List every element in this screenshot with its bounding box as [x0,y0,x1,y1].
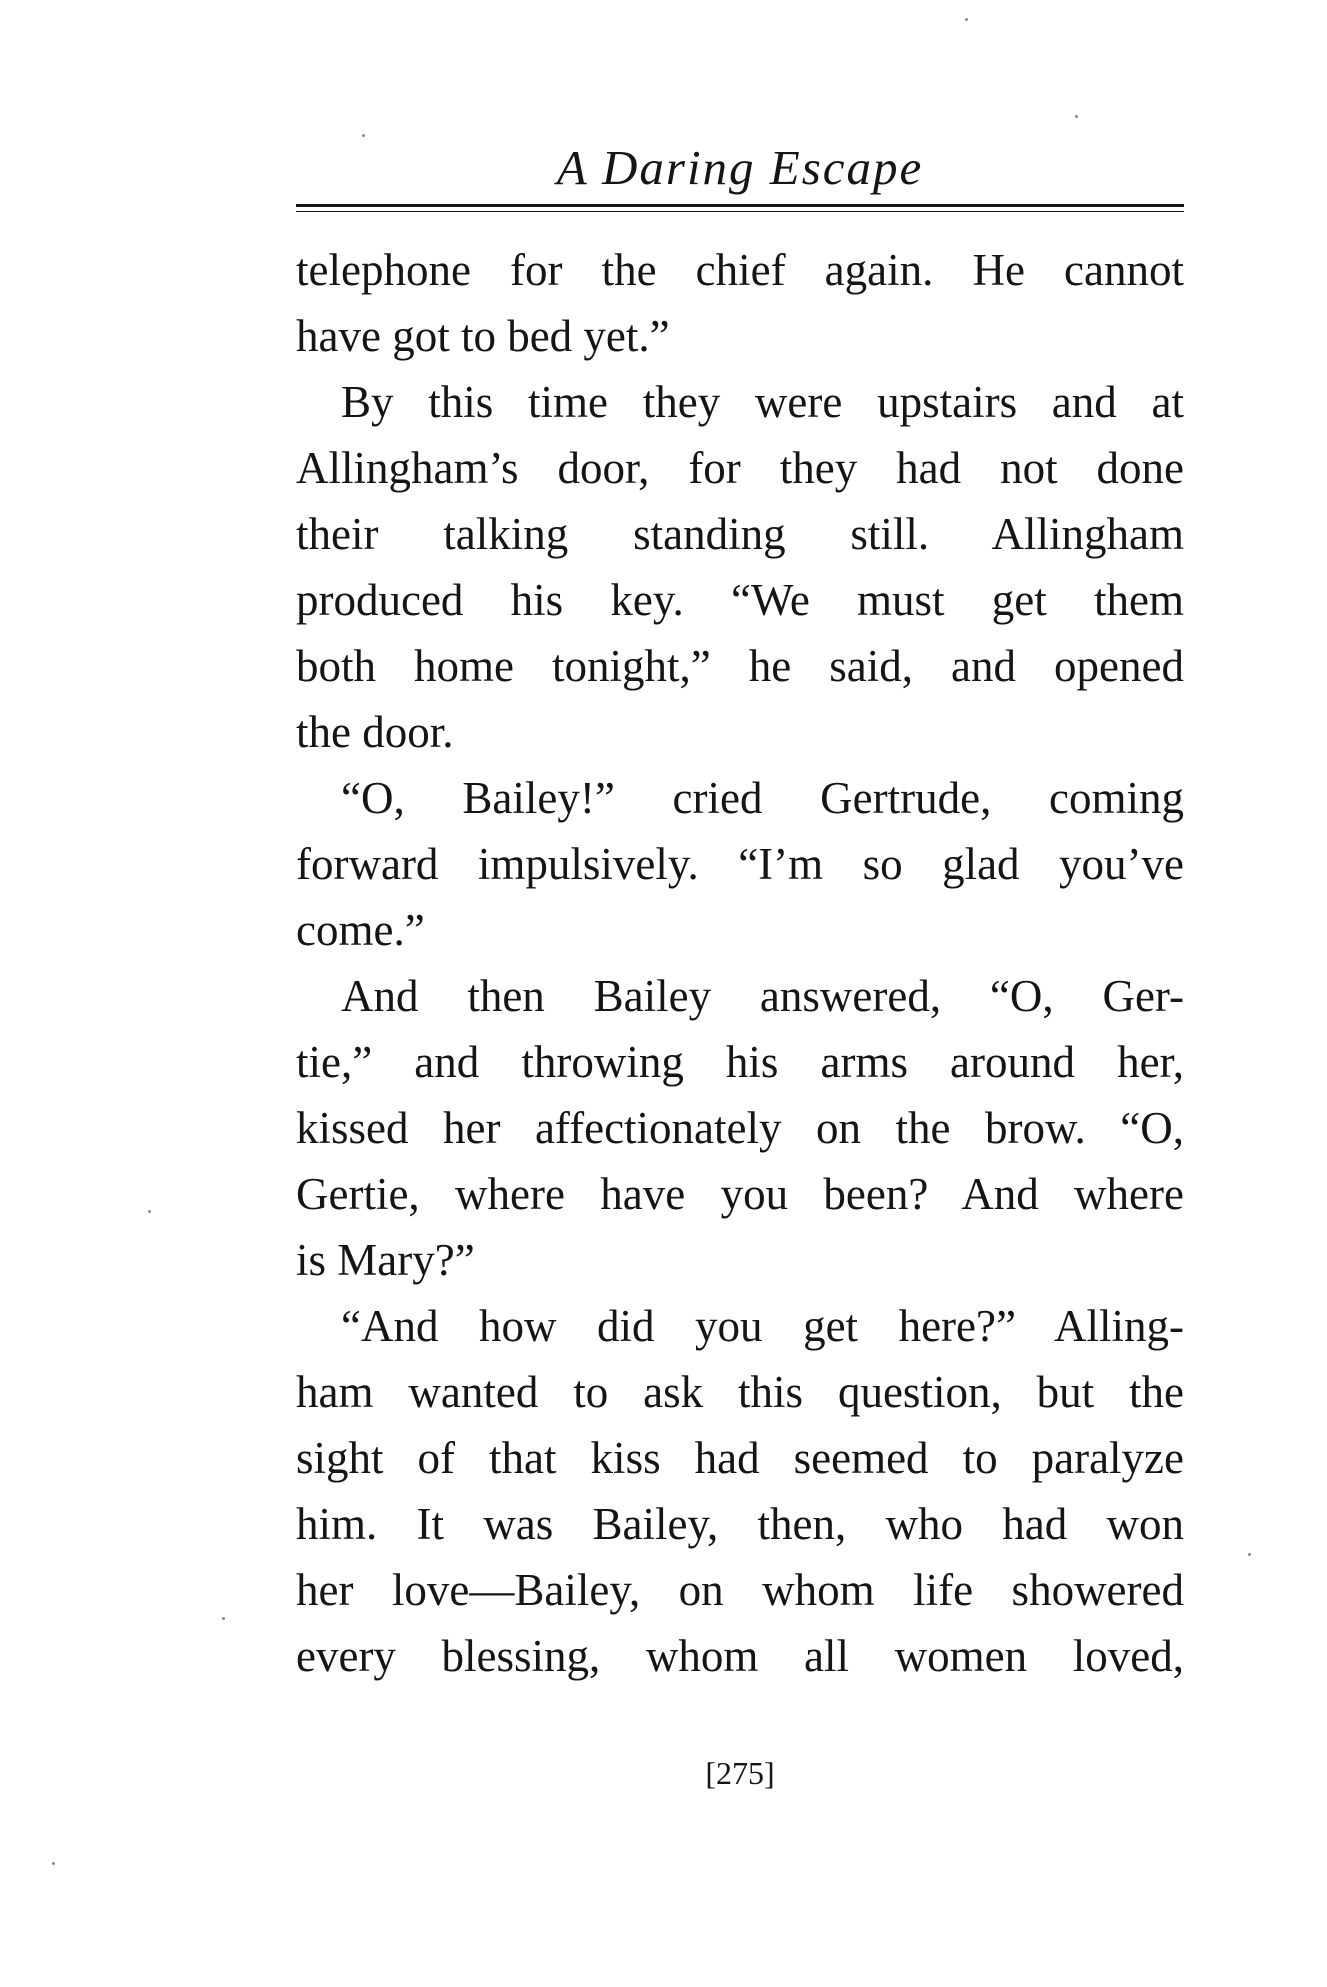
text-line: And then Bailey answered, “O, Ger- [341,971,1184,1021]
scan-speck [222,1617,225,1620]
text-line: Allingham’s door, for they had not done [296,443,1184,493]
text-line: forward impulsively. “I’m so glad you’ve [296,839,1184,889]
text-line: tie,” and throwing his arms around her, [296,1037,1184,1087]
text-line: the door. [296,707,454,757]
text-line: is Mary?” [296,1235,475,1285]
text-line: Gertie, where have you been? And where [296,1169,1184,1219]
text-line: telephone for the chief again. He cannot [296,245,1184,295]
text-line: produced his key. “We must get them [296,575,1184,625]
scan-speck [52,1862,55,1865]
text-line: have got to bed yet.” [296,311,670,361]
text-line: kissed her affectionately on the brow. “O, [296,1103,1184,1153]
scan-speck [362,134,365,137]
scan-speck [1248,1553,1251,1556]
body-text [296,237,1184,1689]
page-number: [275] [705,1755,775,1791]
running-head: A Daring Escape [556,140,924,195]
scan-speck [965,18,968,21]
text-line: every blessing, whom all women loved, [296,1631,1184,1681]
text-line: ham wanted to ask this question, but the [296,1367,1184,1417]
text-line: both home tonight,” he said, and opened [296,641,1184,691]
header-rule-thin [296,211,1184,212]
text-line: come.” [296,905,425,955]
text-line: him. It was Bailey, then, who had won [296,1499,1184,1549]
scan-speck [1075,115,1078,118]
text-line: their talking standing still. Allingham [296,509,1184,559]
text-line: her love—Bailey, on whom life showered [296,1565,1184,1615]
text-line: “And how did you get here?” Alling- [341,1301,1184,1351]
text-line: By this time they were upstairs and at [341,377,1184,427]
text-line: sight of that kiss had seemed to paralyze [296,1433,1184,1483]
header-rule-thick [296,204,1184,207]
scan-speck [148,1210,151,1213]
text-line: “O, Bailey!” cried Gertrude, coming [341,773,1184,823]
